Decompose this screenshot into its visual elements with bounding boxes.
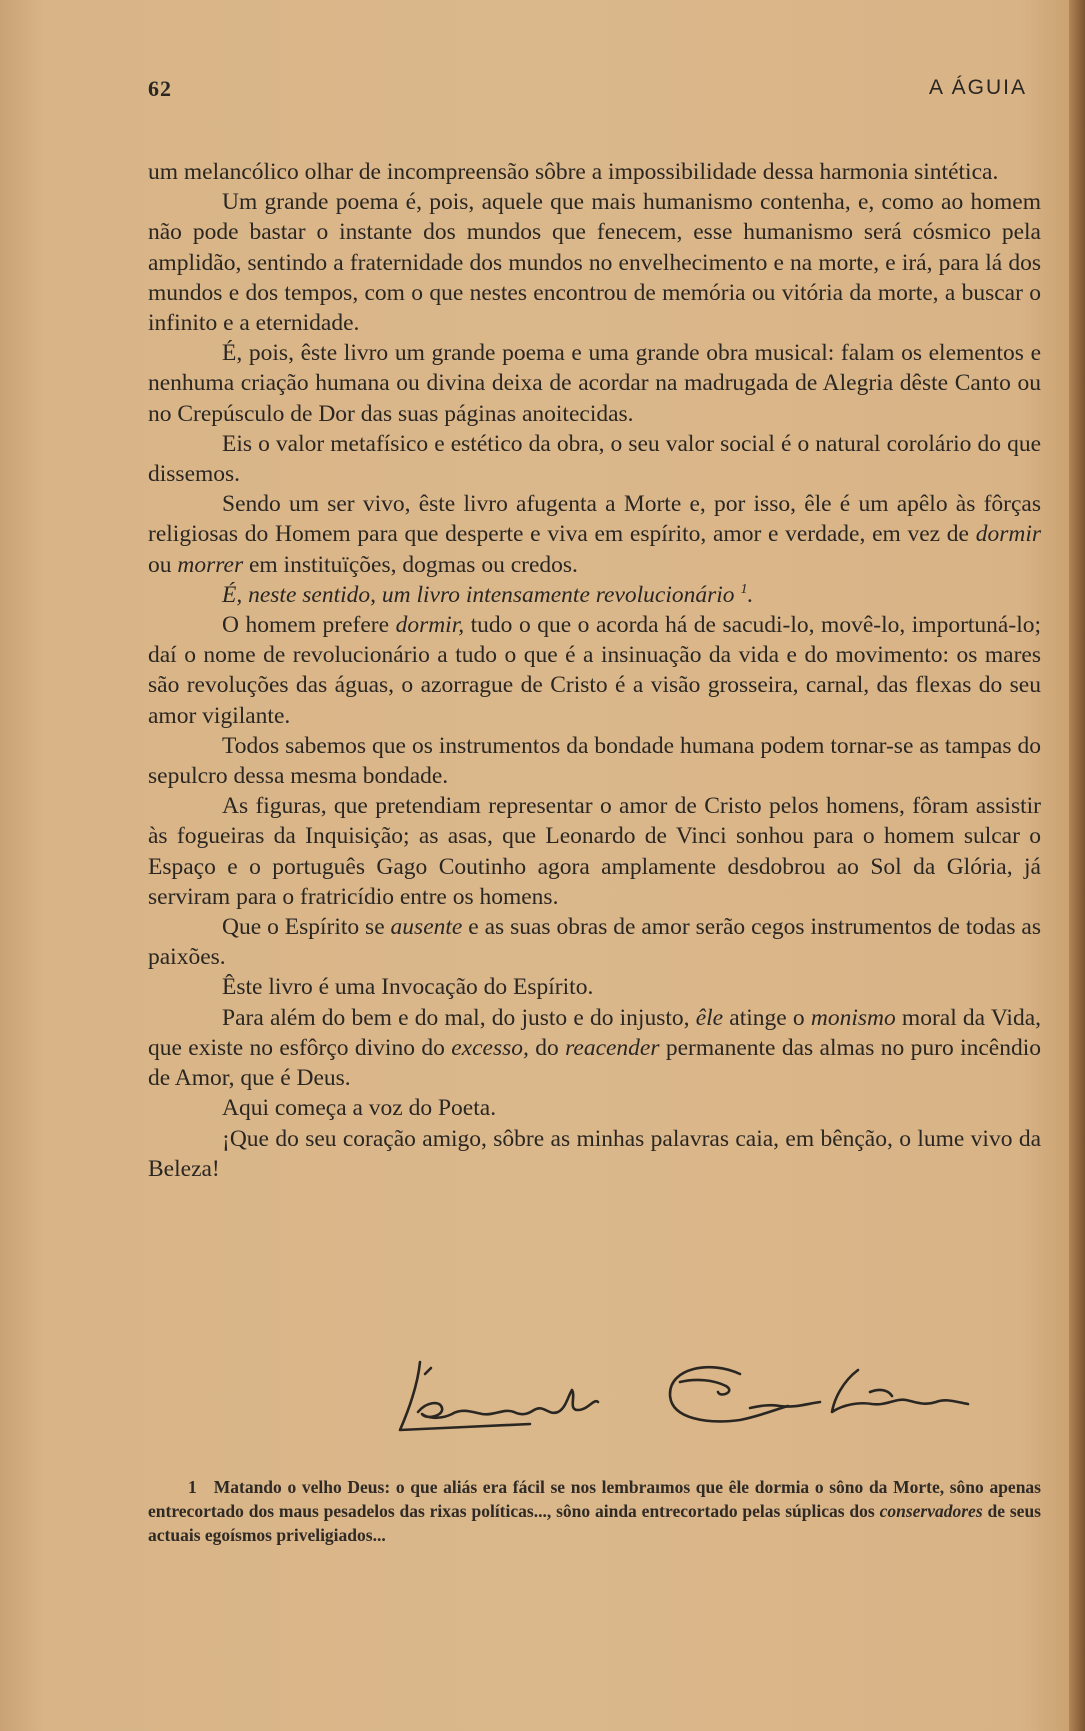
paragraph: As figuras, que pretendiam representar o amor de Cristo pelos homens, fôram assistir às fogueiras da Inquisição; as asas, que Leonardo de Vinci sonhou para o homem sulcar o Espaço e o português Gago Coutinho agora amplamente desdobrou ao Sol da Glória, já serviram para o fratricídio entre os homens. bbox=[148, 793, 1041, 910]
text-run: em instituïções, dogmas ou credos. bbox=[243, 551, 578, 578]
italic-run: reacender bbox=[565, 1034, 660, 1061]
text-run: Para além do bem e do mal, do justo e do injusto, bbox=[222, 1004, 696, 1031]
text-run: e as suas obras de amor serão cegos instrumentos de todas as paixões. bbox=[148, 914, 1041, 971]
running-title: A ÁGUIA bbox=[928, 76, 1027, 99]
paragraph: ¡Que do seu coração amigo, sôbre as minhas palavras caia, em bênção, o lume vivo da Beleza! bbox=[148, 1125, 1041, 1182]
paragraph: É, neste sentido, um livro intensamente revolucionário $^1$. bbox=[222, 581, 754, 608]
italic-run: conservadores bbox=[879, 1501, 983, 1521]
text-run: É, neste sentido, um livro intensamente revolucionário bbox=[222, 581, 735, 608]
page-number: 62 bbox=[148, 76, 172, 101]
page-edge bbox=[1069, 0, 1085, 1731]
paragraph: Aqui começa a voz do Poeta. bbox=[222, 1095, 497, 1122]
italic-run: êle bbox=[695, 1004, 724, 1031]
text-run: do bbox=[528, 1034, 566, 1061]
footnote-text bbox=[148, 1475, 1041, 1547]
paragraph bbox=[148, 610, 1041, 731]
text-run: Matando o velho Deus: o que aliás era fácil se nos lembraımos que êle dormia o sôno da Morte, sôno apenas entrecortado dos maus pesadelos das rixas políticas..., sôno ainda entrecortado pelas súplicas dos bbox=[148, 1477, 1041, 1521]
text-run: de seus actuais egoísmos priveligiados... bbox=[148, 1501, 1041, 1545]
footnote-reference: 1 bbox=[740, 581, 748, 598]
paragraph: Eis o valor metafísico e estético da obra, o seu valor social é o natural corolário do que dissemos. bbox=[148, 430, 1041, 488]
paragraph bbox=[148, 912, 1041, 972]
italic-run: monismo bbox=[810, 1004, 896, 1031]
footnote-number: 1 bbox=[188, 1477, 197, 1497]
text-run: atinge o bbox=[723, 1004, 811, 1031]
paragraph: É, pois, êste livro um grande poema e uma grande obra musical: falam os elementos e nenhuma criação humana ou divina deixa de acordar na madrugada de Alegria dêste Canto ou no Crepúsculo de Dor das suas páginas anoitecidas. bbox=[148, 340, 1041, 427]
text-run: Sendo um ser vivo, êste livro afugenta a Morte e, por isso, êle é um apêlo às fôrças religiosas do Homem para que desperte e viva em espírito, amor e verdade, em vez de bbox=[148, 491, 1041, 548]
italic-run: dormir, bbox=[395, 612, 465, 639]
page-header bbox=[148, 76, 1037, 106]
italic-run: excesso, bbox=[451, 1034, 529, 1061]
text-run: Que o Espírito se bbox=[222, 914, 391, 941]
paragraph: um melancólico olhar de incompreensão sôbre a impossibilidade dessa harmonia sintética. bbox=[148, 159, 999, 185]
body-text bbox=[148, 157, 1041, 1184]
footnote bbox=[148, 1475, 1041, 1547]
italic-run: morrer bbox=[177, 551, 244, 578]
paragraph bbox=[148, 1003, 1041, 1094]
italic-run: ausente bbox=[390, 914, 463, 941]
text-run: tudo o que o acorda há de sacudi-lo, movê-lo, importuná-lo; daí o nome de revolucionário a tudo o que é a insinuação da vida e do movimento: os mares são revoluções das águas, o azorrague de Cristo é a visão grosseira, carnal, das flexas do seu amor vigilante. bbox=[148, 612, 1041, 729]
paragraph: Um grande poema é, pois, aquele que mais humanismo contenha, e, como ao homem não pode bastar o instante dos mundos que fenecem, esse humanismo será cósmico pela amplidão, sentindo a fraternidade dos mundos no envelhecimento e na morte, e irá, para lá dos mundos e dos tempos, com o que nestes encontrou de memória ou vitória da morte, a buscar o infinito e a eternidade. bbox=[148, 189, 1041, 337]
text-run: moral da Vida, que existe no esfôrço divino do bbox=[148, 1004, 1042, 1061]
italic-run: dormir bbox=[975, 521, 1041, 548]
text-run: ou bbox=[148, 551, 178, 578]
text-run: permanente das almas no puro incêndio de Amor, que é Deus. bbox=[148, 1034, 1041, 1092]
text-run: O homem prefere bbox=[222, 612, 396, 639]
paragraph bbox=[148, 489, 1041, 580]
paragraph: Todos sabemos que os instrumentos da bondade humana podem tornar-se as tampas do sepulcro dessa mesma bondade. bbox=[148, 732, 1041, 790]
paragraph: Êste livro é uma Invocação do Espírito. bbox=[222, 974, 594, 1001]
handwritten-signature bbox=[380, 1352, 1040, 1442]
